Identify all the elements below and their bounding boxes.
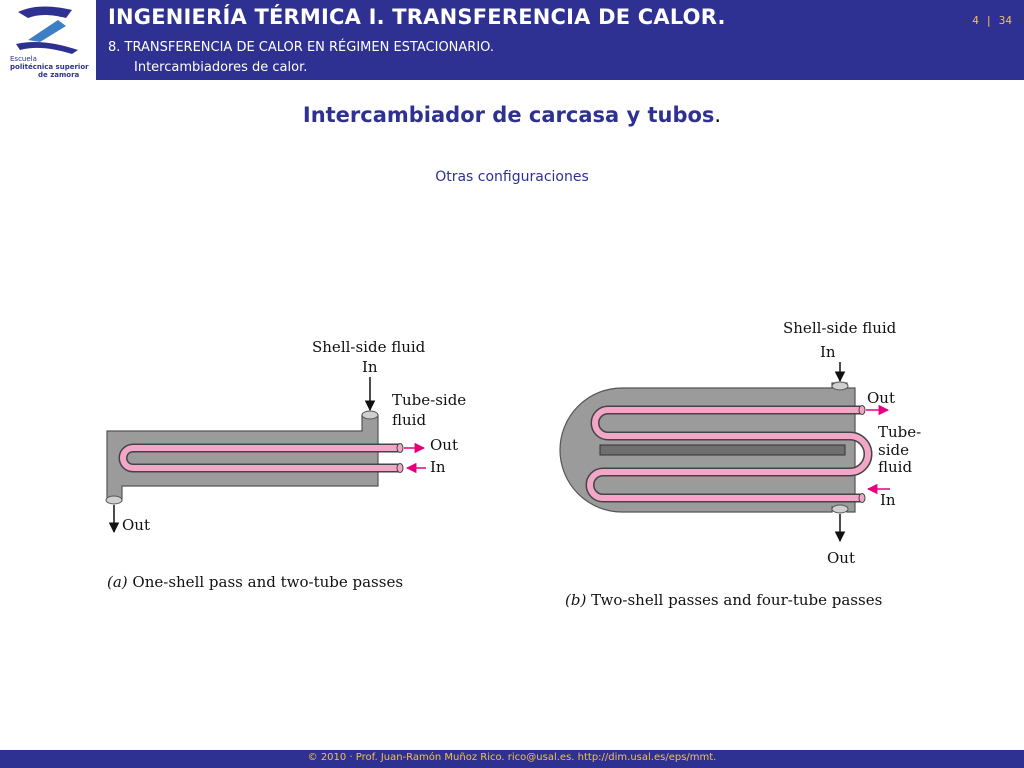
logo-text: Escuela politécnica superior de zamora <box>10 55 89 79</box>
diagram-a-one-shell-two-tube <box>106 338 466 591</box>
page-number: 4 | 34 <box>972 14 1012 27</box>
shell-label-b: Shell-side fluid <box>783 319 897 337</box>
shell-out-label-b: Out <box>827 549 855 567</box>
section-label: Otras configuraciones <box>435 169 589 185</box>
tube-label-b-1: Tube- <box>878 423 922 441</box>
chapter-line: 8. TRANSFERENCIA DE CALOR EN RÉGIMEN ESTACIONARIO. <box>108 40 494 55</box>
baffle-b <box>600 445 845 455</box>
course-title: INGENIERÍA TÉRMICA I. TRANSFERENCIA DE CALOR. <box>108 5 726 29</box>
footer-bar <box>0 750 1024 768</box>
tube-in-label-b: In <box>880 491 896 509</box>
shell-a <box>107 415 378 500</box>
tube-label-b-2: side <box>878 441 909 459</box>
shell-in-label-a: In <box>362 358 378 376</box>
topic-line: Intercambiadores de calor. <box>134 60 308 75</box>
tube-in-label-a: In <box>430 458 446 476</box>
tube-out-label-b: Out <box>867 389 895 407</box>
tube-label-a-1: Tube-side <box>392 391 467 409</box>
shell-label-a: Shell-side fluid <box>312 338 426 356</box>
slide-title: Intercambiador de carcasa y tubos. <box>302 103 722 127</box>
diagram-b-two-shell-four-tube <box>560 319 921 609</box>
caption-b: (b) Two-shell passes and four-tube passes <box>565 591 883 609</box>
caption-a: (a) One-shell pass and two-tube passes <box>107 573 404 591</box>
tube-out-label-a: Out <box>430 436 458 454</box>
tube-label-a-2: fluid <box>392 411 427 429</box>
tube-label-b-3: fluid <box>878 458 913 476</box>
shell-out-label-a: Out <box>122 516 150 534</box>
footer-credits: © 2010 · Prof. Juan-Ramón Muñoz Rico. rico@usal.es. http://dim.usal.es/eps/mmt. <box>307 752 717 763</box>
shell-in-label-b: In <box>820 343 836 361</box>
